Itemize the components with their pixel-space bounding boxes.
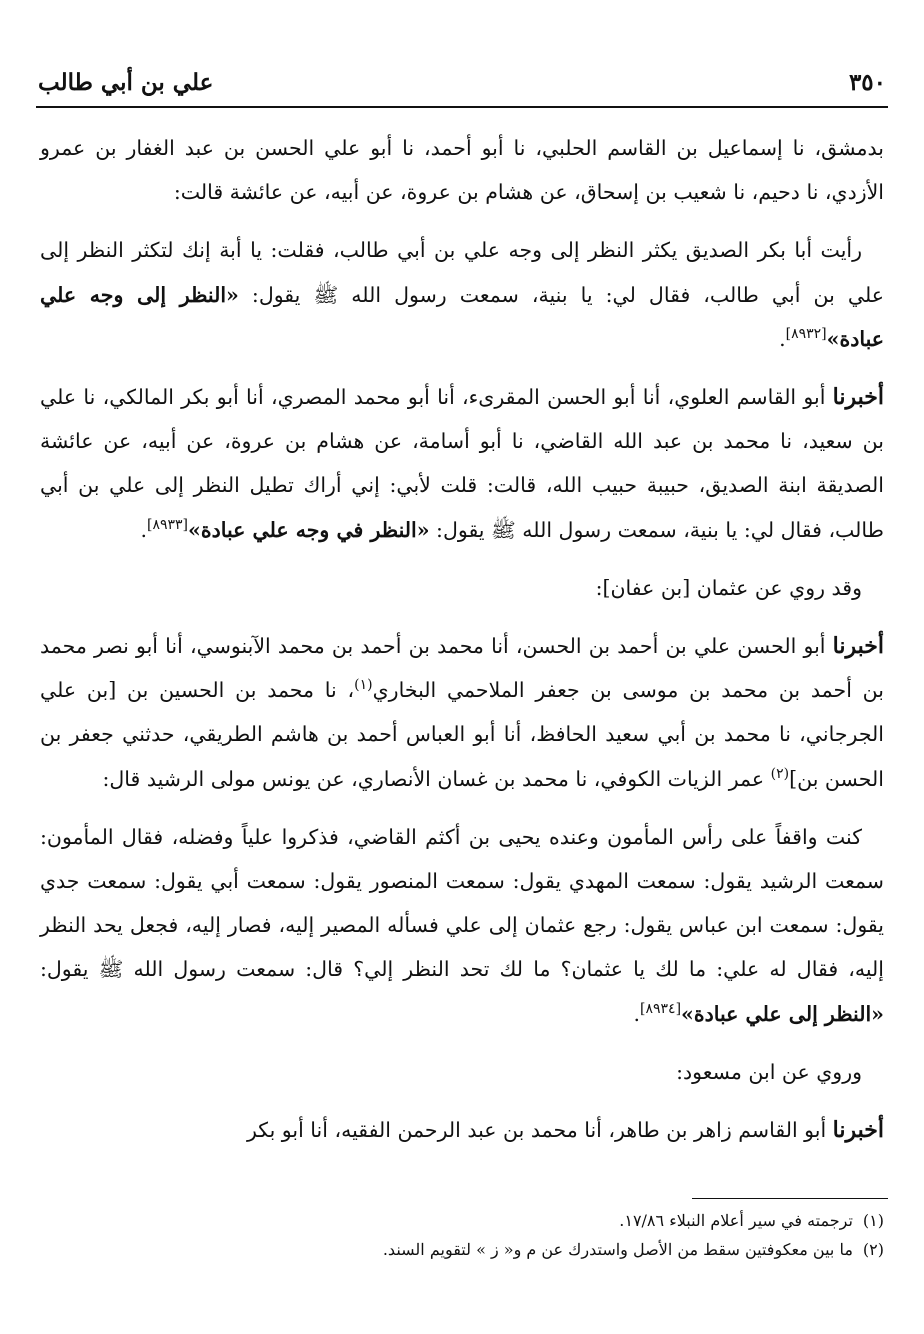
footnote-marker-1: (١) [354,677,373,694]
paragraph-8 [40,1108,884,1152]
paragraph-8-text: أبو القاسم زاهر بن طاهر، أنا محمد بن عبد الرحمن الفقيه، أنا أبو بكر [246,1118,833,1143]
paragraph-4 [40,566,884,610]
akhbarana-lead-3: أخبرنا [832,1117,884,1144]
page-number: ٣٥٠ [848,68,886,96]
paragraph-6: كنت واقفاً على رأس المأمون وعنده يحيى بن أكثم القاضي، فذكروا علياً وفضله، فقال المأمون: سمعت الرشيد يقول: سمعت المهدي يقول: سمعت المنصور يقول: سمعت أبي يقول: سمعت جدي يقول: سمعت ابن عباس يقول: رجع عثمان إلى علي فسأله المصير إليه، فصار إليه، فجعل يحد النظر إليه، فقال له علي: ما لك يا عثمان؟ ما لك تحد النظر إلي؟ قال: سمعت رسول الله ﷺ يقول: «النظر إلى علي عبادة»[٨٩٣٤]. [40,824,884,1026]
hadith-number-3: [٨٩٣٤] [640,1000,682,1017]
paragraph-5-text-c: عمر الزيات الكوفي، نا محمد بن غسان الأنصاري، عن يونس مولى الرشيد قال: [102,766,771,791]
paragraph-7 [40,1050,884,1094]
footnotes [40,1206,884,1264]
paragraph-4-text: وقد روي عن عثمان [بن عفان]: [595,575,862,600]
main-text [40,126,884,1166]
header-rule [36,106,888,108]
footnote-1 [40,1206,884,1235]
paragraph-7-text: وروي عن ابن مسعود: [676,1059,862,1084]
paragraph-5 [40,624,884,801]
hadith-number-1: [٨٩٣٢] [785,325,827,342]
footnote-marker-2: (٢) [770,765,790,782]
paragraph-1 [40,126,884,214]
paragraph-2-text: رأيت أبا بكر الصديق يكثر النظر إلى وجه علي بن أبي طالب، فقلت: يا أبة إنك لتكثر النظر إلى علي بن أبي طالب، فقال لي: يا بنية، سمعت رسول الله ﷺ يقول: [40,238,884,307]
hadith-quote-2: «النظر في وجه علي عبادة» [188,517,430,542]
footnote-2-number: (٢) [862,1240,884,1259]
footnote-1-number: (١) [862,1211,884,1230]
footnote-2-text: ما بين معكوفتين سقط من الأصل واستدرك عن م و« ز » لتقويم السند. [382,1240,853,1259]
paragraph-3: أخبرنا أبو القاسم العلوي، أنا أبو الحسن المقرىء، أنا أبو محمد المصري، أنا أبو بكر المالكي، نا علي بن سعيد، نا محمد بن عبد الله القاضي، نا أبو أسامة، عن هشام بن عروة، عن أبيه، عن عائشة الصديقة ابنة الصديق، حبيبة حبيب الله، قالت: قلت لأبي: إني أراك تطيل النظر إلى علي بن أبي طالب، فقال لي: يا بنية، سمعت رسول الله ﷺ يقول: «النظر في وجه علي عبادة»[٨٩٣٣]. [40,384,884,542]
paragraph-6-text: كنت واقفاً على رأس المأمون وعنده يحيى بن أكثم القاضي، فذكروا علياً وفضله، فقال المأمون: سمعت الرشيد يقول: سمعت المهدي يقول: سمعت المنصور يقول: سمعت أبي يقول: سمعت جدي يقول: سمعت ابن عباس يقول: رجع عثمان إلى علي فسأله المصير إليه، فصار إليه، فجعل يحد النظر إليه، فقال له علي: ما لك يا عثمان؟ ما لك تحد النظر إلي؟ قال: سمعت رسول الله ﷺ يقول: [40,824,884,982]
footnote-2 [40,1235,884,1264]
page-header [38,62,886,102]
hadith-quote-3: «النظر إلى علي عبادة» [681,1001,884,1026]
paragraph-5-text-b: ، نا محمد بن الحسين بن [بن علي الجرجاني، نا محمد بن أبي سعيد الحافظ، أنا أبو العباس أحمد بن هاشم الطريقي، حدثني جعفر بن الحسن بن] [40,678,884,791]
paragraph-5-text-a: أبو الحسن علي بن أحمد بن الحسن، أنا محمد بن أحمد بن محمد الآبنوسي، أنا أبو نصر محمد بن أحمد بن محمد بن موسى بن جعفر الملاحمي البخاري [40,634,884,703]
running-title: علي بن أبي طالب [38,68,214,96]
paragraph-1-text: بدمشق، نا إسماعيل بن القاسم الحلبي، نا أبو أحمد، نا أبو علي الحسن بن عبد الغفار بن عمرو الأزدي، نا دحيم، نا شعيب بن إسحاق، عن هشام بن عروة، عن أبيه، عن عائشة قالت: [40,136,884,205]
hadith-quote-1: «النظر إلى وجه علي عبادة» [40,282,884,351]
akhbarana-lead-2: أخبرنا [832,633,884,660]
footnote-rule [692,1198,888,1199]
hadith-number-2: [٨٩٣٣] [147,516,189,533]
akhbarana-lead-1: أخبرنا [832,384,884,411]
footnote-1-text: ترجمته في سير أعلام النبلاء ١٧/٨٦. [619,1211,853,1230]
paragraph-3-text: أبو القاسم العلوي، أنا أبو الحسن المقرىء، أنا أبو محمد المصري، أنا أبو بكر المالكي، نا علي بن سعيد، نا محمد بن عبد الله القاضي، نا أبو أسامة، عن هشام بن عروة، عن أبيه، عن عائشة الصديقة ابنة الصديق، حبيبة حبيب الله، قالت: قلت لأبي: إني أراك تطيل النظر إلى علي بن أبي طالب، فقال لي: يا بنية، سمعت رسول الله ﷺ يقول: [40,385,884,542]
paragraph-2: رأيت أبا بكر الصديق يكثر النظر إلى وجه علي بن أبي طالب، فقلت: يا أبة إنك لتكثر النظر إلى علي بن أبي طالب، فقال لي: يا بنية، سمعت رسول الله ﷺ يقول: «النظر إلى وجه علي عبادة»[٨٩٣٢]. [40,238,884,351]
